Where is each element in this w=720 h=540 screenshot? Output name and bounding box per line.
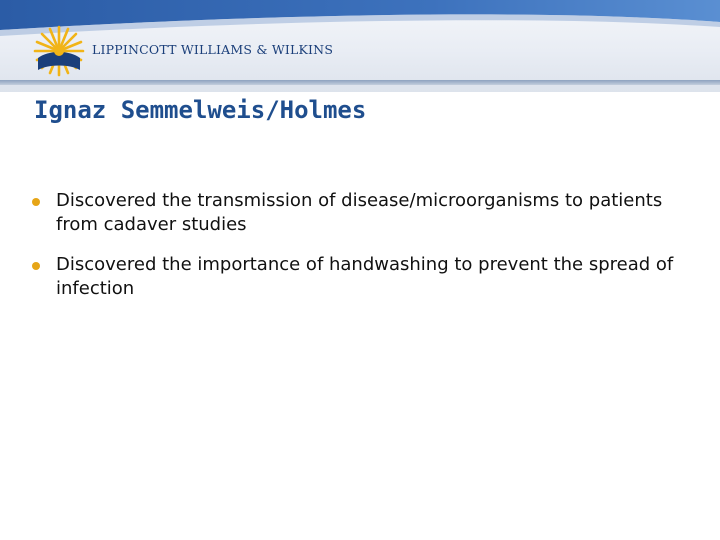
bullet-text: Discovered the transmission of disease/microorganisms to patients from cadaver studies	[56, 190, 663, 235]
slide-header	[0, 0, 720, 92]
bullet-text: Discovered the importance of handwashing to prevent the spread of infection	[56, 254, 674, 299]
publisher-brand-text: LIPPINCOTT WILLIAMS & WILKINS	[92, 42, 334, 57]
slide-title: Ignaz Semmelweis/Holmes	[34, 96, 367, 124]
bullet-item	[30, 189, 700, 237]
bullet-list	[30, 189, 700, 317]
bullet-dot-icon	[32, 262, 40, 270]
sunburst-logo-icon	[30, 24, 88, 78]
bullet-dot-icon	[32, 198, 40, 206]
bullet-item	[30, 253, 700, 301]
